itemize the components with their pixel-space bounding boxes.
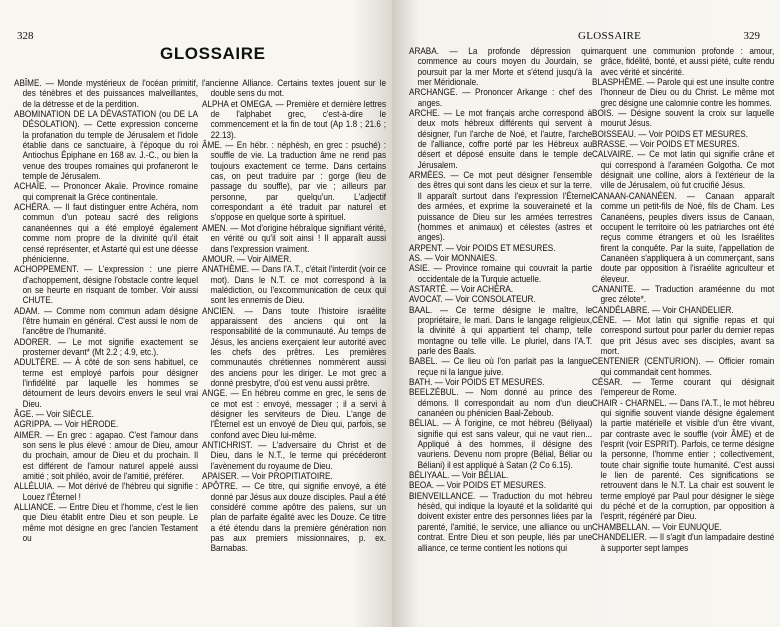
glossary-entry: APAISER. — Voir PROPITIATOIRE. — [202, 471, 333, 483]
glossary-entry: ASIE. — Province romaine qui couvrait la partie occidentale de la Turquie actuelle. — [409, 263, 593, 285]
glossary-entry: ACHÉRA. — Il faut distinguer entre Achéra, nom commun d'un poteau sacré des religions cananéennes qui a été employé également comme nom propre de la divinité qu'il était censé représenter, et Astarté qui est une déesse phénicienne. — [14, 202, 199, 265]
page-number: 329 — [743, 30, 760, 42]
glossary-entry: ALLIANCE. — Entre Dieu et l'homme, c'est le lien que Dieu établit entre Dieu et son peuple. Le même mot désigne en grec l'ancien Testament ou — [14, 502, 199, 545]
column — [409, 47, 592, 554]
glossary-entry: CHANDELIER. — Il s'agit d'un lampadaire destiné à supporter sept lampes — [592, 532, 775, 554]
column — [592, 47, 774, 554]
glossary-entry: ARABA. — La profonde dépression qui commence au cours moyen du Jourdain, se poursuit par la mer Morte et s'étend jusqu'à la mer Méridionale. — [409, 46, 593, 89]
glossary-entry: ABÎME. — Monde mystérieux de l'océan primitif, des ténèbres et des puissances malveillantes, de la détresse et de la perdition. — [14, 78, 199, 110]
glossary-entry: BLASPHÈME. — Parole qui est une insulte contre l'honneur de Dieu ou du Christ. Le même mot grec désigne une calomnie contre les hommes. — [592, 77, 775, 109]
glossary-entry: BAAL. — Ce terme désigne le maître, le propriétaire, le mari. Dans le langage religieux, la divinité à qui appartient tel champ, telle montagne ou telle ville. Le pluriel, dans l'A.T. parle des Baals. — [409, 304, 593, 357]
glossary-entry: AS. — Voir MONNAIES. — [409, 252, 498, 264]
glossary-entry: AMOUR. — Voir AIMER. — [202, 253, 292, 265]
glossary-entry: ABOMINATION DE LA DÉVASTATION (ou DE LA DÉSOLATION). — Cette expression concerne la profanation du temple de Jérusalem et l'idole établie dans ce sanctuaire, à l'époque du roi Antiochus Épiphane en 168 av. J.-C., ou bien la venue des troupes romaines qui profaneront le temple de Jérusalem. — [14, 109, 199, 183]
glossary-entry: marquent une communion profonde : amour, grâce, fidélité, bonté, et aussi piété, culte rendu avec vérité et sincérité. — [592, 46, 775, 78]
glossary-entry: AMEN. — Mot d'origine hébraïque signifiant vérité, en vérité ou qu'il soit ainsi ! Il apparaît aussi dans l'expression vraiment. — [202, 222, 387, 255]
glossary-entry: ACHOPPEMENT. — L'expression : une pierre d'achoppement, désigne l'obstacle contre lequel on se heurte en risquant de tomber. Voir aussi CHUTE. — [14, 264, 199, 307]
glossary-entry: ARPENT. — Voir POIDS ET MESURES. — [409, 242, 556, 254]
glossary-entry: BEOA. — Voir POIDS ET MESURES. — [409, 480, 546, 492]
running-head: GLOSSAIRE — [578, 30, 642, 42]
glossary-entry: BÉLIYAAL. — Voir BÉLIAL. — [409, 470, 509, 482]
glossary-entry: CANANITE. — Traduction araméenne du mot grec zélote*. — [592, 283, 775, 306]
glossary-entry: ANATHÈME. — Dans l'A.T., c'était l'interdit (voir ce mot). Dans le N.T. ce mot correspond à la malédiction, ou l'excommunication de ceux qui sont les ennemis de Dieu. — [202, 264, 387, 307]
glossary-entry: CÉSAR. — Terme courant qui désignait l'empereur de Rome. — [592, 377, 775, 399]
glossary-entry: ACHAÏE. — Prononcer Akaïe. Province romaine qui comprenait la Grèce continentale. — [14, 181, 199, 203]
glossary-entry: CHAIR - CHARNEL. — Dans l'A.T., le mot hébreu qui signifie souvent viande désigne également la partie matérielle et visible d'un être vivant, par contraste avec le souffle (voir ÂME) et de l'esprit (voir ESPRIT). Parfois, ce terme désigne la personne, l'homme entier ; collectivement, toute chair signifie toute humanité. C'est aussi le lien de parenté. Ces significations se retrouvent dans le N.T. La chair est souvent le terme employé par Paul pour désigner le siège du péché et de la corruption, par opposition à l'esprit, régénéré par Dieu. — [592, 397, 775, 523]
column — [14, 79, 198, 544]
glossary-entry: CANDÉLABRE. — Voir CHANDELIER. — [592, 304, 734, 316]
glossary-entry: BIENVEILLANCE. — Traduction du mot hébreu hésèd, qui indique la loyauté et la solidarité qui doivent exister entre des personnes liées par la parenté, l'amitié, le service, une alliance ou un contrat. Entre Dieu et son peuple, liés par une alliance, ce terme contient les notions qui — [409, 490, 593, 554]
glossary-entry: ANCIEN. — Dans toute l'histoire israélite apparaissent des anciens qui ont la responsabilité de la communauté. Au temps de Jésus, les anciens exerçaient leur autorité avec les chefs des prêtres. Les premières communautés chrétiennes nommèrent aussi des anciens pour les diriger. Le mot grec a donné presbytre, d'où est venu aussi prêtre. — [202, 305, 387, 389]
glossary-entry: CHAMBELLAN. — Voir EUNUQUE. — [592, 521, 722, 533]
glossary-entry: BATH. — Voir POIDS ET MESURES. — [409, 377, 545, 388]
glossary-entry: ÂME. — En hébr. : néphèsh, en grec : psuché) : souffle de vie. La traduction âme ne rend pas toujours exactement ce terme. Dans certains cas, on peut traduire par : gorge (lieu de passage du souffle), par vie ; ailleurs par personne, par quelqu'un. L'adjectif correspondant a été traduit par naturel et s'oppose en quelque sorte à spirituel. — [202, 140, 387, 224]
glossary-entry: CÈNE. — Mot latin qui signifie repas et qui correspond surtout pour parler du dernier repas que prit Jésus avec ses disciples, avant sa mort. — [592, 314, 775, 357]
glossary-entry: ASTARTÉ. — Voir ACHÉRA. — [409, 283, 514, 295]
glossary-entry: ARCHANGE. — Prononcer Arkange : chef des anges. — [409, 87, 593, 109]
glossary-entry: ALPHA et OMEGA. — Première et dernière lettres de l'alphabet grec, c'est-à-dire le commencement et la fin de tout (Ap 1.8 ; 21.6 ; 22.13). — [202, 98, 387, 141]
glossary-entry: ANGE. — En hébreu comme en grec, le sens de ce mot est : envoyé, messager ; il a servi à désigner les serviteurs de Dieu. L'ange de l'Éternel est un envoyé de Dieu qui, parfois, se confond avec Dieu lui-même. — [202, 388, 387, 441]
glossary-entry: l'ancienne Alliance. Certains textes jouent sur le double sens du mot. — [202, 78, 387, 100]
glossary-entry: BRASSE. — Voir POIDS ET MESURES. — [592, 139, 740, 151]
glossary-entry: BOIS. — Désigne souvent la croix sur laquelle mourut Jésus. — [592, 108, 775, 130]
glossary-entry: BOISSEAU. — Voir POIDS ET MESURES. — [592, 128, 749, 140]
page-number: 328 — [17, 30, 34, 42]
glossary-entry: ARCHE. — Le mot français arche correspond à deux mots hébreux différents qui servent à désigner, l'un l'arche de Noé, et l'autre, l'arche de l'alliance, coffre porté par les Hébreux au désert et déposé ensuite dans le temple de Jérusalem. — [409, 108, 593, 171]
glossary-entry: ANTICHRIST. — L'adversaire du Christ et de Dieu, dans le N.T., le terme qui précéderont l'avènement du royaume de Dieu. — [202, 440, 387, 472]
glossary-entry: APÔTRE. — Ce titre, qui signifie envoyé, a été donné par Jésus aux douze disciples. Paul a été considéré comme apôtre des païens, sur un plan de parfaite égalité avec les Douze. Ce titre a été étendu dans la première génération non pas aux premiers missionnaires, p. ex. Barnabas. — [202, 481, 387, 555]
glossary-entry: ÂGE. — Voir SIÈCLE. — [14, 409, 94, 420]
glossary-entry: ARMÉES. — Ce mot peut désigner l'ensemble des êtres qui sont dans les cieux et sur la terre. Il apparaît surtout dans l'expression l'Éternel des armées, et exprime la souveraineté et la puissance de Dieu sur les armées terrestres (hommes et animaux) et célestes (astres et anges). — [409, 170, 593, 244]
glossary-entry: ADAM. — Comme nom commun adam désigne l'être humain en général. C'est aussi le nom de l'ancêtre de l'humanité. — [14, 305, 199, 338]
glossary-entry: ADORER. — Le mot signifie exactement se prosterner devant* (Mt 2.2 ; 4.9, etc.). — [14, 336, 199, 358]
glossary-entry: AVOCAT. — Voir CONSOLATEUR. — [409, 294, 536, 306]
glossary-entry: CALVAIRE. — Ce mot latin qui signifie crâne et qui correspond à l'araméen Golgotha. Ce mot désignait une colline, alors à l'extérieur de la ville de Jérusalem, où fut crucifié Jésus. — [592, 149, 775, 192]
glossary-entry: BÉLIAL. — À l'origine, ce mot hébreu (Béliyaal) signifie qui est sans valeur, qui ne vaut rien... Appliqué à des hommes, il désigne des vauriens. Devenu nom propre (Bélial, Béliar ou Béliani) il est appliqué à Satan (2 Co 6.15). — [409, 418, 593, 471]
glossary-title: GLOSSAIRE — [160, 44, 266, 63]
glossary-entry: CANAAN-CANANÉEN. — Canaan apparaît comme un petit-fils de Noé, fils de Cham. Les Cananéens, peuples divers issus de Canaan, occupent le territoire où les patriarches ont été reçus comme étrangers et où les Israélites firent la conquête. Par la suite, l'appellation de Cananéen s'appliquera à un commerçant, sans doute par opposition à l'israélite agriculteur et éleveur. — [592, 190, 775, 285]
glossary-entry: AIMER. — En grec : agapao. C'est l'amour dans son sens le plus élevé : amour de Dieu, amour du prochain, amour de Dieu et du prochain. Il est différent de l'amour naturel appelé aussi amitié ; soit philéo, avoir de l'amitié, préférer. — [14, 429, 199, 483]
right-page — [392, 0, 780, 627]
glossary-entry: ADULTÈRE. — À côté de son sens habituel, ce terme est employé parfois pour désigner l'infidélité par laquelle les hommes se détournent de leurs devoirs envers le seul vrai Dieu. — [14, 357, 199, 410]
glossary-entry: AGRIPPA. — Voir HÉRODE. — [14, 419, 119, 431]
glossary-entry: CENTENIER (CENTURION). — Officier romain qui commandait cent hommes. — [592, 356, 775, 378]
glossary-entry: BABEL. — Ce lieu où l'on parlait pas la langue reçue ni la langue juive. — [409, 356, 593, 378]
glossary-entry: ALLÉLUIA. — Mot dérivé de l'hébreu qui signifie : Louez l'Éternel ! — [14, 481, 199, 503]
column — [202, 79, 386, 555]
glossary-entry: BEELZÉBUL. — Nom donné au prince des démons. Il correspondait au nom d'un dieu cananéen ou phénicien Baal-Zeboub. — [409, 387, 593, 420]
